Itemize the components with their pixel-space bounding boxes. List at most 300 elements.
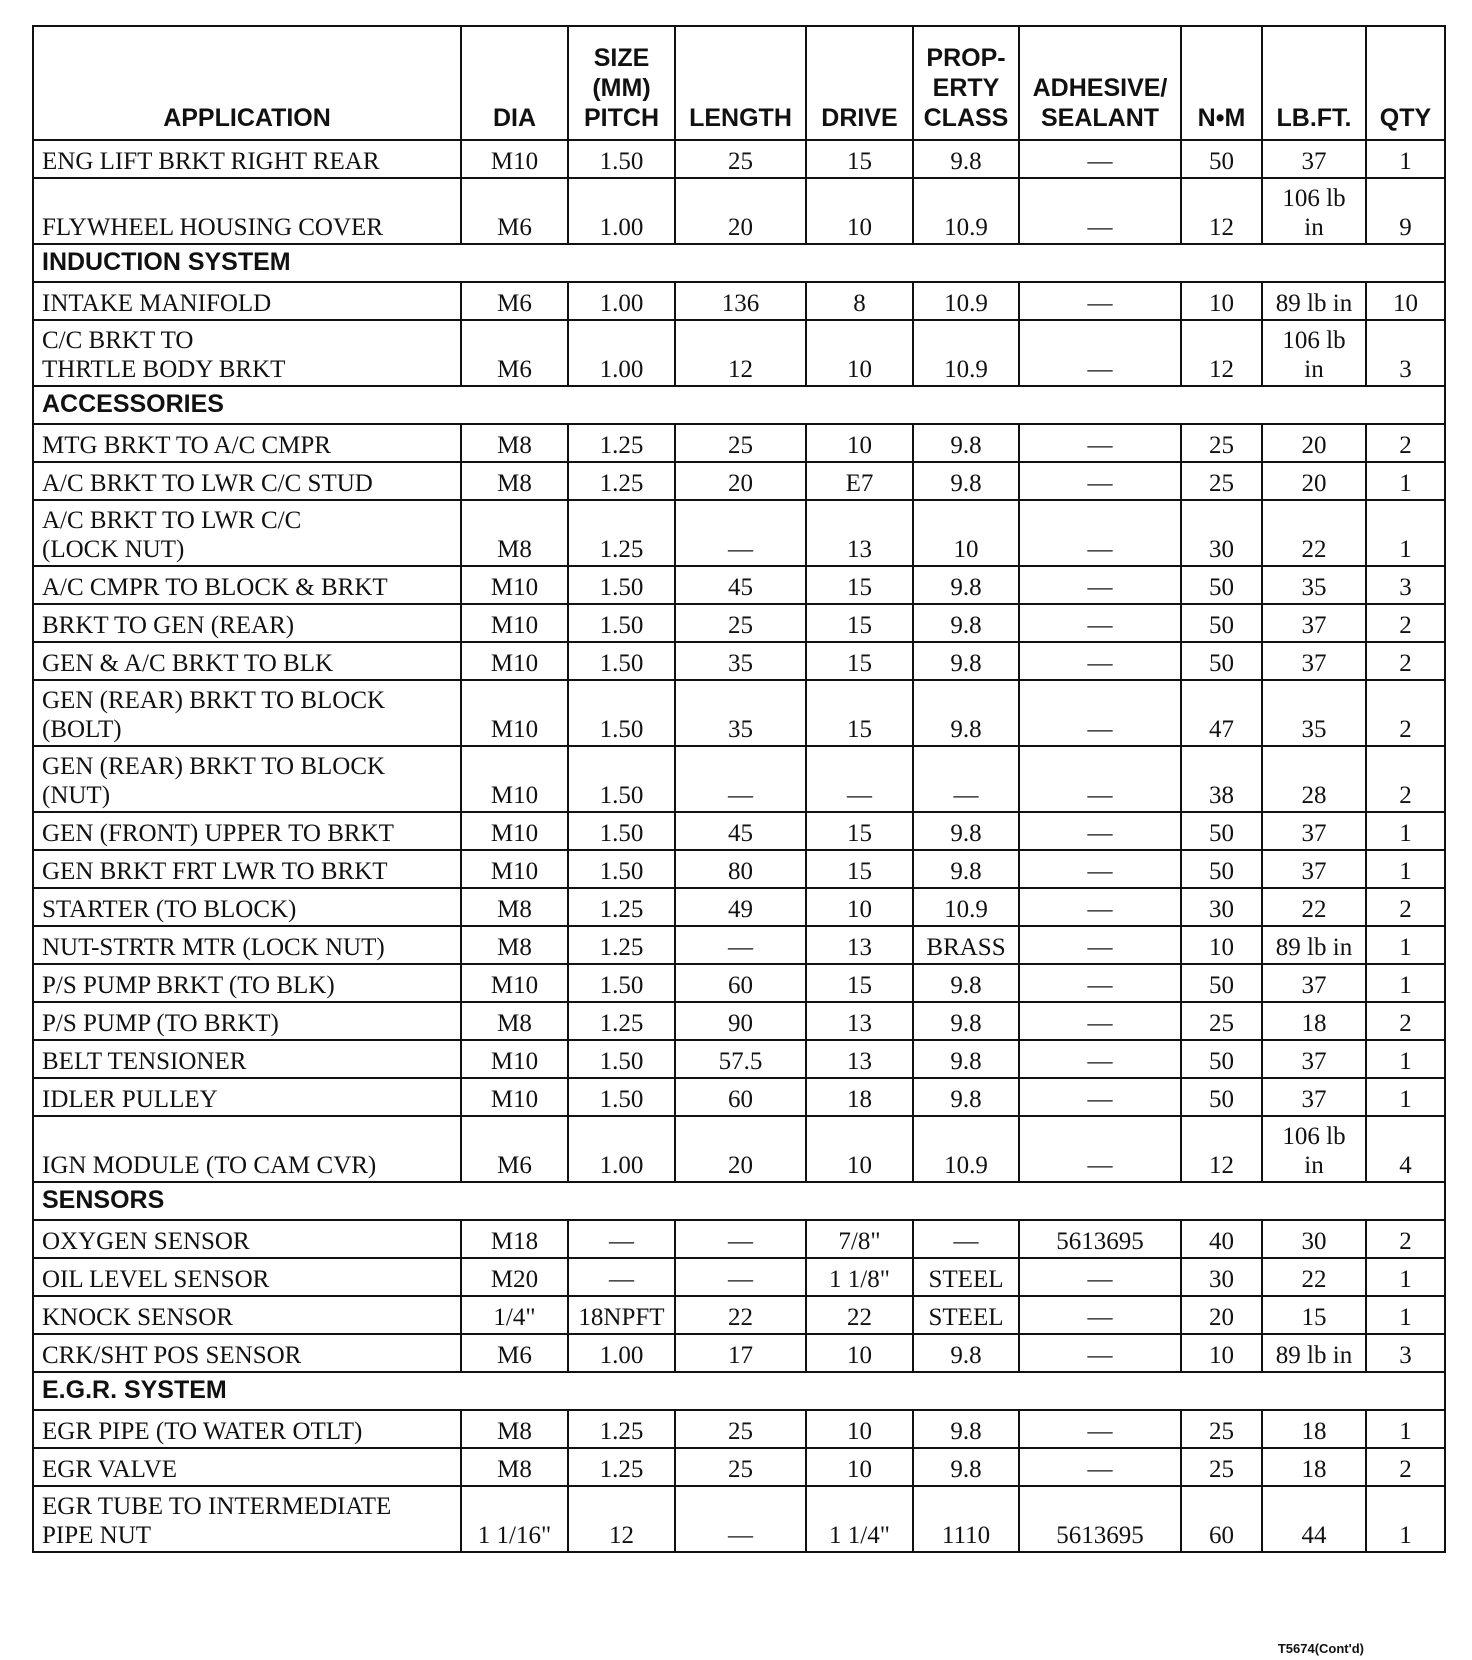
cell-property-class: 10.9 [913, 282, 1019, 320]
cell-qty: 1 [1366, 850, 1445, 888]
cell-drive: 10 [806, 1334, 913, 1372]
cell-dia: M6 [461, 282, 568, 320]
torque-specification-table [32, 25, 1446, 1553]
cell-adhesive-sealant: — [1019, 462, 1181, 500]
cell-drive: 10 [806, 178, 913, 244]
table-header [33, 26, 1445, 140]
cell-nm: 12 [1181, 1116, 1262, 1182]
section-row [33, 386, 1445, 424]
cell-qty: 10 [1366, 282, 1445, 320]
cell-length: 45 [675, 812, 806, 850]
cell-nm: 38 [1181, 746, 1262, 812]
cell-property-class: 9.8 [913, 566, 1019, 604]
cell-adhesive-sealant: — [1019, 850, 1181, 888]
cell-size-pitch: — [568, 1258, 675, 1296]
cell-property-class: 9.8 [913, 1040, 1019, 1078]
table-row [33, 1448, 1445, 1486]
cell-lb-ft: 37 [1262, 1078, 1366, 1116]
table-row [33, 1220, 1445, 1258]
cell-lb-ft: 89 lb in [1262, 282, 1366, 320]
cell-length: 25 [675, 604, 806, 642]
cell-length: 25 [675, 1410, 806, 1448]
cell-nm: 30 [1181, 1258, 1262, 1296]
cell-lb-ft: 18 [1262, 1410, 1366, 1448]
cell-property-class: 9.8 [913, 850, 1019, 888]
section-row [33, 1372, 1445, 1410]
cell-qty: 1 [1366, 926, 1445, 964]
cell-adhesive-sealant: — [1019, 1448, 1181, 1486]
header-lb-ft: LB.FT. [1262, 26, 1366, 140]
cell-qty: 2 [1366, 1220, 1445, 1258]
cell-lb-ft: 15 [1262, 1296, 1366, 1334]
cell-qty: 2 [1366, 642, 1445, 680]
cell-application: GEN BRKT FRT LWR TO BRKT [33, 850, 461, 888]
cell-nm: 50 [1181, 812, 1262, 850]
cell-qty: 3 [1366, 1334, 1445, 1372]
cell-length: — [675, 1258, 806, 1296]
cell-length: 20 [675, 1116, 806, 1182]
cell-size-pitch: 1.25 [568, 1002, 675, 1040]
cell-qty: 2 [1366, 1002, 1445, 1040]
cell-nm: 50 [1181, 1040, 1262, 1078]
cell-lb-ft: 89 lb in [1262, 926, 1366, 964]
cell-lb-ft: 106 lb in [1262, 1116, 1366, 1182]
cell-application: GEN (REAR) BRKT TO BLOCK (BOLT) [33, 680, 461, 746]
cell-qty: 1 [1366, 1258, 1445, 1296]
cell-qty: 3 [1366, 320, 1445, 386]
cell-lb-ft: 35 [1262, 680, 1366, 746]
cell-size-pitch: 1.50 [568, 812, 675, 850]
header-application: APPLICATION [33, 26, 461, 140]
table-row [33, 140, 1445, 178]
section-row [33, 244, 1445, 282]
cell-adhesive-sealant: — [1019, 140, 1181, 178]
cell-adhesive-sealant: — [1019, 1410, 1181, 1448]
cell-nm: 20 [1181, 1296, 1262, 1334]
cell-qty: 1 [1366, 1486, 1445, 1552]
cell-drive: 10 [806, 1410, 913, 1448]
cell-property-class: 9.8 [913, 812, 1019, 850]
cell-nm: 10 [1181, 282, 1262, 320]
cell-qty: 3 [1366, 566, 1445, 604]
cell-qty: 1 [1366, 1296, 1445, 1334]
cell-drive: 1 1/8" [806, 1258, 913, 1296]
cell-application: BRKT TO GEN (REAR) [33, 604, 461, 642]
cell-adhesive-sealant: — [1019, 642, 1181, 680]
cell-length: — [675, 926, 806, 964]
cell-qty: 1 [1366, 140, 1445, 178]
cell-property-class: — [913, 1220, 1019, 1258]
header-adhesive-sealant: ADHESIVE/ SEALANT [1019, 26, 1181, 140]
cell-length: — [675, 1220, 806, 1258]
cell-adhesive-sealant: 5613695 [1019, 1486, 1181, 1552]
cell-property-class: 10.9 [913, 1116, 1019, 1182]
cell-application: EGR VALVE [33, 1448, 461, 1486]
table-row [33, 964, 1445, 1002]
cell-application: GEN & A/C BRKT TO BLK [33, 642, 461, 680]
cell-size-pitch: 1.25 [568, 500, 675, 566]
cell-size-pitch: 1.50 [568, 604, 675, 642]
table-row [33, 1334, 1445, 1372]
cell-adhesive-sealant: — [1019, 1258, 1181, 1296]
cell-size-pitch: 1.50 [568, 680, 675, 746]
cell-adhesive-sealant: — [1019, 964, 1181, 1002]
cell-dia: 1/4" [461, 1296, 568, 1334]
cell-size-pitch: 1.50 [568, 642, 675, 680]
cell-lb-ft: 37 [1262, 642, 1366, 680]
cell-size-pitch: 1.00 [568, 1334, 675, 1372]
table-row [33, 604, 1445, 642]
cell-drive: 15 [806, 812, 913, 850]
cell-property-class: 10 [913, 500, 1019, 566]
cell-qty: 2 [1366, 604, 1445, 642]
cell-application: P/S PUMP BRKT (TO BLK) [33, 964, 461, 1002]
cell-size-pitch: — [568, 1220, 675, 1258]
cell-length: 45 [675, 566, 806, 604]
cell-lb-ft: 44 [1262, 1486, 1366, 1552]
cell-length: 136 [675, 282, 806, 320]
cell-length: 60 [675, 964, 806, 1002]
cell-nm: 30 [1181, 500, 1262, 566]
cell-length: 90 [675, 1002, 806, 1040]
cell-lb-ft: 20 [1262, 462, 1366, 500]
cell-length: 80 [675, 850, 806, 888]
cell-length: 57.5 [675, 1040, 806, 1078]
cell-drive: 7/8" [806, 1220, 913, 1258]
cell-property-class: 10.9 [913, 320, 1019, 386]
header-row [33, 26, 1445, 140]
cell-adhesive-sealant: — [1019, 566, 1181, 604]
table-row [33, 282, 1445, 320]
cell-lb-ft: 20 [1262, 424, 1366, 462]
table-row [33, 1258, 1445, 1296]
cell-nm: 25 [1181, 462, 1262, 500]
header-size-pitch: SIZE (MM) PITCH [568, 26, 675, 140]
cell-property-class: 9.8 [913, 1410, 1019, 1448]
cell-adhesive-sealant: — [1019, 424, 1181, 462]
cell-dia: M10 [461, 566, 568, 604]
cell-dia: M8 [461, 462, 568, 500]
cell-application: EGR PIPE (TO WATER OTLT) [33, 1410, 461, 1448]
cell-adhesive-sealant: — [1019, 926, 1181, 964]
cell-dia: M6 [461, 1334, 568, 1372]
table-body [33, 140, 1445, 1552]
cell-application: P/S PUMP (TO BRKT) [33, 1002, 461, 1040]
cell-application: C/C BRKT TO THRTLE BODY BRKT [33, 320, 461, 386]
cell-drive: 15 [806, 140, 913, 178]
cell-property-class: 10.9 [913, 178, 1019, 244]
cell-dia: M18 [461, 1220, 568, 1258]
cell-qty: 1 [1366, 500, 1445, 566]
cell-application: INTAKE MANIFOLD [33, 282, 461, 320]
cell-property-class: 9.8 [913, 964, 1019, 1002]
cell-dia: M10 [461, 140, 568, 178]
cell-lb-ft: 37 [1262, 140, 1366, 178]
cell-property-class: 10.9 [913, 888, 1019, 926]
cell-drive: 13 [806, 1002, 913, 1040]
cell-size-pitch: 1.50 [568, 850, 675, 888]
cell-adhesive-sealant: — [1019, 680, 1181, 746]
cell-size-pitch: 18NPFT [568, 1296, 675, 1334]
cell-length: 25 [675, 424, 806, 462]
cell-drive: 10 [806, 1116, 913, 1182]
cell-dia: M20 [461, 1258, 568, 1296]
table-row [33, 320, 1445, 386]
cell-nm: 10 [1181, 926, 1262, 964]
cell-application: OIL LEVEL SENSOR [33, 1258, 461, 1296]
cell-size-pitch: 1.00 [568, 282, 675, 320]
cell-property-class: BRASS [913, 926, 1019, 964]
cell-drive: 15 [806, 642, 913, 680]
cell-drive: 10 [806, 320, 913, 386]
cell-dia: M10 [461, 642, 568, 680]
cell-application: GEN (REAR) BRKT TO BLOCK (NUT) [33, 746, 461, 812]
cell-nm: 47 [1181, 680, 1262, 746]
table-row [33, 746, 1445, 812]
cell-adhesive-sealant: — [1019, 1002, 1181, 1040]
cell-dia: M10 [461, 812, 568, 850]
cell-size-pitch: 1.50 [568, 1078, 675, 1116]
cell-application: A/C CMPR TO BLOCK & BRKT [33, 566, 461, 604]
table-row [33, 1040, 1445, 1078]
cell-adhesive-sealant: — [1019, 812, 1181, 850]
cell-application: CRK/SHT POS SENSOR [33, 1334, 461, 1372]
cell-lb-ft: 37 [1262, 604, 1366, 642]
cell-nm: 25 [1181, 1410, 1262, 1448]
cell-adhesive-sealant: — [1019, 178, 1181, 244]
cell-size-pitch: 1.00 [568, 320, 675, 386]
cell-property-class: 9.8 [913, 680, 1019, 746]
cell-adhesive-sealant: — [1019, 282, 1181, 320]
cell-size-pitch: 1.25 [568, 424, 675, 462]
cell-dia: M8 [461, 926, 568, 964]
cell-size-pitch: 1.25 [568, 888, 675, 926]
table-row [33, 926, 1445, 964]
cell-nm: 50 [1181, 642, 1262, 680]
table-row [33, 850, 1445, 888]
cell-length: — [675, 746, 806, 812]
cell-length: 25 [675, 140, 806, 178]
cell-adhesive-sealant: — [1019, 604, 1181, 642]
cell-adhesive-sealant: — [1019, 500, 1181, 566]
cell-dia: M6 [461, 178, 568, 244]
cell-property-class: 9.8 [913, 462, 1019, 500]
cell-nm: 30 [1181, 888, 1262, 926]
cell-adhesive-sealant: — [1019, 746, 1181, 812]
table-row [33, 424, 1445, 462]
cell-adhesive-sealant: 5613695 [1019, 1220, 1181, 1258]
cell-application: A/C BRKT TO LWR C/C STUD [33, 462, 461, 500]
cell-dia: 1 1/16" [461, 1486, 568, 1552]
cell-dia: M8 [461, 1002, 568, 1040]
cell-property-class: — [913, 746, 1019, 812]
cell-qty: 1 [1366, 1078, 1445, 1116]
cell-dia: M10 [461, 1040, 568, 1078]
section-title: SENSORS [33, 1182, 1445, 1220]
cell-drive: 13 [806, 1040, 913, 1078]
table-row [33, 178, 1445, 244]
header-qty: QTY [1366, 26, 1445, 140]
cell-length: 25 [675, 1448, 806, 1486]
cell-dia: M6 [461, 1116, 568, 1182]
cell-lb-ft: 22 [1262, 888, 1366, 926]
cell-drive: 15 [806, 964, 913, 1002]
cell-lb-ft: 106 lb in [1262, 320, 1366, 386]
cell-dia: M6 [461, 320, 568, 386]
cell-nm: 50 [1181, 140, 1262, 178]
cell-length: 49 [675, 888, 806, 926]
cell-dia: M8 [461, 424, 568, 462]
cell-nm: 50 [1181, 850, 1262, 888]
cell-application: ENG LIFT BRKT RIGHT REAR [33, 140, 461, 178]
cell-property-class: 9.8 [913, 1448, 1019, 1486]
cell-application: IGN MODULE (TO CAM CVR) [33, 1116, 461, 1182]
cell-drive: — [806, 746, 913, 812]
cell-dia: M10 [461, 680, 568, 746]
cell-length: 22 [675, 1296, 806, 1334]
section-row [33, 1182, 1445, 1220]
cell-qty: 2 [1366, 424, 1445, 462]
cell-property-class: 9.8 [913, 604, 1019, 642]
cell-adhesive-sealant: — [1019, 888, 1181, 926]
cell-lb-ft: 37 [1262, 964, 1366, 1002]
cell-lb-ft: 37 [1262, 1040, 1366, 1078]
cell-property-class: 9.8 [913, 424, 1019, 462]
cell-property-class: 9.8 [913, 1002, 1019, 1040]
cell-application: OXYGEN SENSOR [33, 1220, 461, 1258]
cell-drive: 15 [806, 566, 913, 604]
cell-lb-ft: 37 [1262, 812, 1366, 850]
cell-lb-ft: 18 [1262, 1002, 1366, 1040]
cell-adhesive-sealant: — [1019, 320, 1181, 386]
cell-length: 17 [675, 1334, 806, 1372]
header-property-class: PROP- ERTY CLASS [913, 26, 1019, 140]
cell-drive: 15 [806, 604, 913, 642]
table-row [33, 812, 1445, 850]
cell-application: IDLER PULLEY [33, 1078, 461, 1116]
table-row [33, 680, 1445, 746]
cell-size-pitch: 1.50 [568, 140, 675, 178]
header-drive: DRIVE [806, 26, 913, 140]
table-row [33, 1410, 1445, 1448]
cell-size-pitch: 1.25 [568, 462, 675, 500]
table-row [33, 1116, 1445, 1182]
cell-length: 20 [675, 178, 806, 244]
cell-adhesive-sealant: — [1019, 1078, 1181, 1116]
cell-dia: M10 [461, 850, 568, 888]
cell-drive: 15 [806, 680, 913, 746]
table-row [33, 1296, 1445, 1334]
cell-qty: 1 [1366, 812, 1445, 850]
cell-length: 20 [675, 462, 806, 500]
cell-drive: 22 [806, 1296, 913, 1334]
cell-application: FLYWHEEL HOUSING COVER [33, 178, 461, 244]
header-length: LENGTH [675, 26, 806, 140]
cell-nm: 40 [1181, 1220, 1262, 1258]
cell-lb-ft: 22 [1262, 500, 1366, 566]
cell-lb-ft: 106 lb in [1262, 178, 1366, 244]
cell-nm: 12 [1181, 178, 1262, 244]
cell-qty: 4 [1366, 1116, 1445, 1182]
cell-adhesive-sealant: — [1019, 1116, 1181, 1182]
table-row [33, 888, 1445, 926]
cell-drive: 10 [806, 1448, 913, 1486]
cell-dia: M8 [461, 888, 568, 926]
cell-drive: 1 1/4" [806, 1486, 913, 1552]
cell-nm: 60 [1181, 1486, 1262, 1552]
cell-dia: M10 [461, 1078, 568, 1116]
table-row [33, 566, 1445, 604]
cell-application: KNOCK SENSOR [33, 1296, 461, 1334]
cell-qty: 2 [1366, 1448, 1445, 1486]
cell-lb-ft: 28 [1262, 746, 1366, 812]
cell-drive: 15 [806, 850, 913, 888]
header-dia: DIA [461, 26, 568, 140]
cell-size-pitch: 1.25 [568, 926, 675, 964]
cell-adhesive-sealant: — [1019, 1040, 1181, 1078]
cell-length: 60 [675, 1078, 806, 1116]
cell-application: EGR TUBE TO INTERMEDIATE PIPE NUT [33, 1486, 461, 1552]
cell-lb-ft: 22 [1262, 1258, 1366, 1296]
cell-size-pitch: 1.00 [568, 178, 675, 244]
cell-size-pitch: 12 [568, 1486, 675, 1552]
cell-drive: 10 [806, 888, 913, 926]
cell-drive: 13 [806, 926, 913, 964]
cell-dia: M8 [461, 500, 568, 566]
cell-nm: 50 [1181, 604, 1262, 642]
cell-size-pitch: 1.50 [568, 566, 675, 604]
cell-property-class: 9.8 [913, 1078, 1019, 1116]
cell-qty: 2 [1366, 680, 1445, 746]
cell-property-class: STEEL [913, 1258, 1019, 1296]
table-row [33, 1078, 1445, 1116]
cell-size-pitch: 1.25 [568, 1448, 675, 1486]
cell-property-class: 9.8 [913, 140, 1019, 178]
cell-size-pitch: 1.50 [568, 1040, 675, 1078]
table-row [33, 1002, 1445, 1040]
cell-drive: 13 [806, 500, 913, 566]
cell-application: A/C BRKT TO LWR C/C (LOCK NUT) [33, 500, 461, 566]
cell-nm: 50 [1181, 1078, 1262, 1116]
table-code: T5674(Cont'd) [1277, 1641, 1364, 1656]
cell-nm: 25 [1181, 1448, 1262, 1486]
cell-nm: 25 [1181, 1002, 1262, 1040]
cell-lb-ft: 37 [1262, 850, 1366, 888]
cell-size-pitch: 1.50 [568, 964, 675, 1002]
cell-length: 12 [675, 320, 806, 386]
cell-dia: M10 [461, 604, 568, 642]
cell-lb-ft: 30 [1262, 1220, 1366, 1258]
cell-adhesive-sealant: — [1019, 1296, 1181, 1334]
section-title: E.G.R. SYSTEM [33, 1372, 1445, 1410]
cell-drive: 18 [806, 1078, 913, 1116]
section-title: ACCESSORIES [33, 386, 1445, 424]
cell-application: NUT-STRTR MTR (LOCK NUT) [33, 926, 461, 964]
cell-qty: 9 [1366, 178, 1445, 244]
cell-dia: M8 [461, 1410, 568, 1448]
cell-property-class: 9.8 [913, 1334, 1019, 1372]
cell-drive: 10 [806, 424, 913, 462]
table-row [33, 642, 1445, 680]
cell-property-class: STEEL [913, 1296, 1019, 1334]
cell-nm: 50 [1181, 566, 1262, 604]
cell-size-pitch: 1.00 [568, 1116, 675, 1182]
cell-application: BELT TENSIONER [33, 1040, 461, 1078]
cell-property-class: 9.8 [913, 642, 1019, 680]
cell-nm: 25 [1181, 424, 1262, 462]
cell-nm: 50 [1181, 964, 1262, 1002]
header-nm: N•M [1181, 26, 1262, 140]
